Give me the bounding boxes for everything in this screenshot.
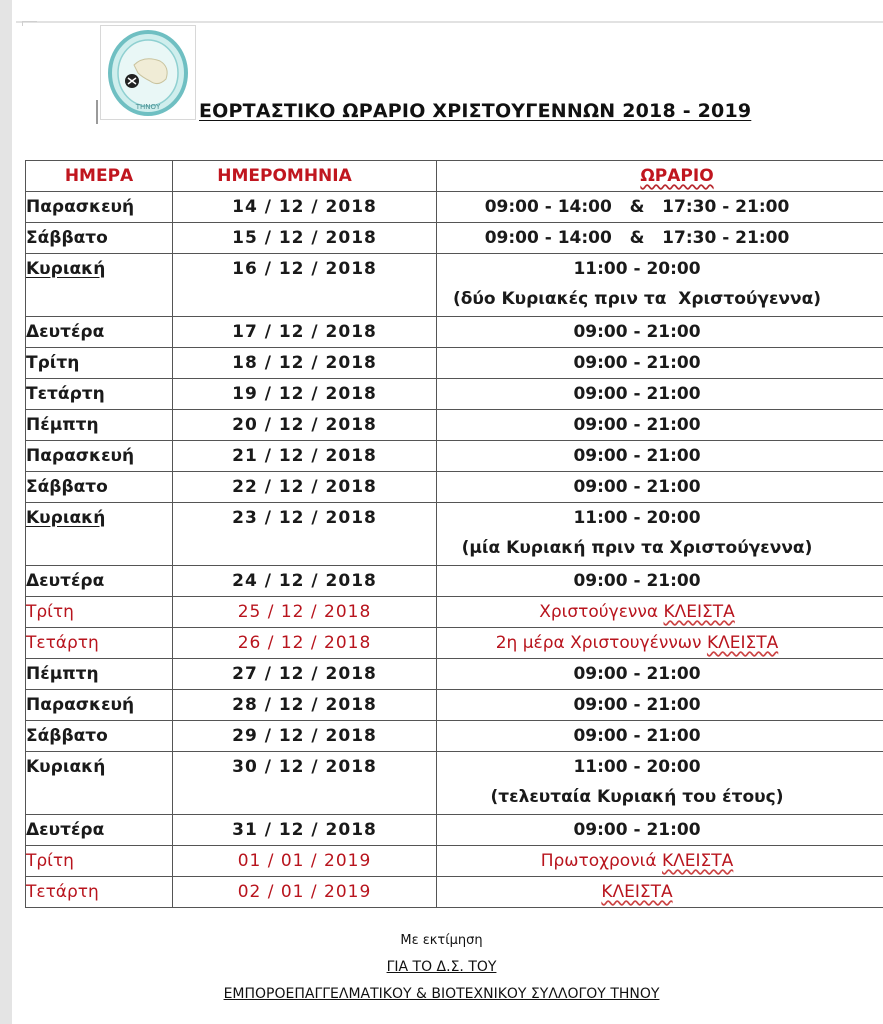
day-label: Τρίτη xyxy=(26,851,74,871)
table-row xyxy=(26,379,883,410)
day-label: Κυριακή xyxy=(26,757,106,777)
header-date: ΗΜΕΡΟΜΗΝΙΑ xyxy=(173,161,437,192)
table-row xyxy=(26,877,883,908)
hours-line: 09:00 - 21:00 xyxy=(573,415,701,435)
date-label: 14 / 12 / 2018 xyxy=(232,197,377,217)
footer-board: ΓΙΑ ΤΟ Δ.Σ. ΤΟΥ xyxy=(386,959,497,975)
cell-date xyxy=(173,846,437,877)
hours-line: 09:00 - 21:00 xyxy=(573,384,701,404)
hours-line xyxy=(437,597,837,627)
date-label: 15 / 12 / 2018 xyxy=(232,228,377,248)
cell-hours xyxy=(437,348,883,379)
closed-label: ΚΛΕΙΣΤΑ xyxy=(662,851,734,871)
table-row xyxy=(26,348,883,379)
cell-hours xyxy=(437,597,883,628)
date-label: 21 / 12 / 2018 xyxy=(232,446,377,466)
hours-line: 09:00 - 14:00 & 17:30 - 21:00 xyxy=(484,228,790,248)
cell-day xyxy=(26,597,173,628)
hours-line: 09:00 - 21:00 xyxy=(573,477,701,497)
date-label: 25 / 12 / 2018 xyxy=(237,602,372,622)
cell-date xyxy=(173,472,437,503)
cell-day xyxy=(26,690,173,721)
cell-hours xyxy=(437,441,883,472)
table-row xyxy=(26,254,883,317)
cell-date xyxy=(173,379,437,410)
hours-line: 09:00 - 21:00 xyxy=(573,695,701,715)
cell-day xyxy=(26,410,173,441)
date-label: 29 / 12 / 2018 xyxy=(232,726,377,746)
date-label: 23 / 12 / 2018 xyxy=(232,508,377,528)
table-row xyxy=(26,566,883,597)
cell-date xyxy=(173,348,437,379)
cell-date xyxy=(173,659,437,690)
cell-day xyxy=(26,441,173,472)
day-label: Τετάρτη xyxy=(26,882,99,902)
footer-greeting: Με εκτίμηση xyxy=(400,933,483,948)
closed-label: ΚΛΕΙΣΤΑ xyxy=(706,633,779,653)
table-row xyxy=(26,503,883,566)
table-row xyxy=(26,659,883,690)
cell-date xyxy=(173,223,437,254)
holiday-schedule-table xyxy=(25,160,883,908)
hours-line: 09:00 - 21:00 xyxy=(573,353,701,373)
day-label: Δευτέρα xyxy=(26,820,105,840)
text-cursor-marker xyxy=(96,100,98,124)
day-label: Πέμπτη xyxy=(26,415,99,435)
day-label: Δευτέρα xyxy=(26,322,105,342)
date-label: 27 / 12 / 2018 xyxy=(232,664,377,684)
hours-line xyxy=(437,846,837,876)
date-label: 28 / 12 / 2018 xyxy=(232,695,377,715)
hours-line xyxy=(437,628,837,658)
association-seal-logo-icon xyxy=(104,29,192,117)
table-row xyxy=(26,192,883,223)
cell-hours xyxy=(437,223,883,254)
cell-hours xyxy=(437,690,883,721)
closure-reason: 2η μέρα Χριστουγέννων xyxy=(495,633,702,653)
day-label: Παρασκευή xyxy=(26,197,135,217)
cell-hours xyxy=(437,254,883,317)
cell-hours xyxy=(437,566,883,597)
day-label: Παρασκευή xyxy=(26,446,135,466)
date-label: 26 / 12 / 2018 xyxy=(237,633,372,653)
cell-date xyxy=(173,503,437,566)
page-corner-mark xyxy=(22,21,37,26)
cell-day xyxy=(26,254,173,317)
hours-line: 09:00 - 21:00 xyxy=(573,571,701,591)
svg-text:ΤΗΝΟΥ: ΤΗΝΟΥ xyxy=(135,102,161,111)
date-label: 16 / 12 / 2018 xyxy=(232,259,377,279)
cell-day xyxy=(26,223,173,254)
table-row xyxy=(26,441,883,472)
table-row xyxy=(26,223,883,254)
day-label: Σάββατο xyxy=(26,228,108,248)
date-label: 31 / 12 / 2018 xyxy=(232,820,377,840)
hours-line: 09:00 - 21:00 xyxy=(573,322,701,342)
hours-note: (δύο Κυριακές πριν τα Χριστούγεννα) xyxy=(452,289,822,309)
cell-day xyxy=(26,379,173,410)
hours-line: 09:00 - 21:00 xyxy=(573,820,701,840)
day-label: Σάββατο xyxy=(26,726,108,746)
cell-hours xyxy=(437,192,883,223)
closure-reason: Πρωτοχρονιά xyxy=(540,851,657,871)
table-row xyxy=(26,690,883,721)
day-label: Σάββατο xyxy=(26,477,108,497)
cell-date xyxy=(173,877,437,908)
table-row xyxy=(26,410,883,441)
closed-label: ΚΛΕΙΣΤΑ xyxy=(601,882,673,902)
cell-date xyxy=(173,566,437,597)
day-label: Τρίτη xyxy=(26,602,74,622)
cell-day xyxy=(26,348,173,379)
date-label: 30 / 12 / 2018 xyxy=(232,757,377,777)
date-label: 01 / 01 / 2019 xyxy=(237,851,372,871)
page-top-edge xyxy=(16,21,883,23)
cell-hours xyxy=(437,752,883,815)
cell-hours xyxy=(437,503,883,566)
hours-line xyxy=(437,877,837,907)
day-label: Τρίτη xyxy=(26,353,80,373)
day-label: Δευτέρα xyxy=(26,571,105,591)
table-row xyxy=(26,472,883,503)
header-hours: ΩΡΑΡΙΟ xyxy=(437,161,883,192)
day-label: Πέμπτη xyxy=(26,664,99,684)
association-logo xyxy=(100,25,196,120)
day-label: Τετάρτη xyxy=(26,633,99,653)
cell-hours xyxy=(437,379,883,410)
cell-hours xyxy=(437,877,883,908)
date-label: 19 / 12 / 2018 xyxy=(232,384,377,404)
cell-day xyxy=(26,815,173,846)
cell-hours xyxy=(437,815,883,846)
cell-hours xyxy=(437,317,883,348)
cell-hours xyxy=(437,410,883,441)
date-label: 22 / 12 / 2018 xyxy=(232,477,377,497)
cell-day xyxy=(26,503,173,566)
date-label: 02 / 01 / 2019 xyxy=(237,882,372,902)
date-label: 17 / 12 / 2018 xyxy=(232,322,377,342)
cell-date xyxy=(173,441,437,472)
table-row xyxy=(26,815,883,846)
hours-line: 09:00 - 21:00 xyxy=(573,726,701,746)
day-label: Κυριακή xyxy=(26,259,106,279)
cell-date xyxy=(173,192,437,223)
cell-day xyxy=(26,192,173,223)
hours-line: 09:00 - 21:00 xyxy=(573,664,701,684)
table-row xyxy=(26,628,883,659)
cell-date xyxy=(173,752,437,815)
cell-day xyxy=(26,752,173,815)
table-row xyxy=(26,317,883,348)
window-left-gutter xyxy=(0,0,12,1024)
cell-date xyxy=(173,628,437,659)
cell-hours xyxy=(437,472,883,503)
date-label: 24 / 12 / 2018 xyxy=(232,571,377,591)
day-label: Κυριακή xyxy=(26,508,106,528)
closed-label: ΚΛΕΙΣΤΑ xyxy=(663,602,735,622)
cell-hours xyxy=(437,721,883,752)
cell-hours xyxy=(437,659,883,690)
table-row xyxy=(26,846,883,877)
cell-day xyxy=(26,659,173,690)
hours-line: 09:00 - 14:00 & 17:30 - 21:00 xyxy=(484,197,790,217)
hours-line: 11:00 - 20:00 xyxy=(573,259,701,279)
date-label: 20 / 12 / 2018 xyxy=(232,415,377,435)
cell-date xyxy=(173,690,437,721)
table-row xyxy=(26,597,883,628)
cell-hours xyxy=(437,628,883,659)
day-label: Τετάρτη xyxy=(26,384,105,404)
hours-line: 11:00 - 20:00 xyxy=(573,508,701,528)
cell-day xyxy=(26,846,173,877)
cell-day xyxy=(26,472,173,503)
footer-association: ΕΜΠΟΡΟΕΠΑΓΓΕΛΜΑΤΙΚΟΥ & ΒΙΟΤΕΧΝΙΚΟΥ ΣΥΛΛΟΓΟΥ ΤΗΝΟΥ xyxy=(223,986,660,1002)
table-header-row xyxy=(26,161,883,192)
document-title: ΕΟΡΤΑΣΤΙΚΟ ΩΡΑΡΙΟ ΧΡΙΣΤΟΥΓΕΝΝΩΝ 2018 - 2019 xyxy=(199,100,752,122)
closure-reason: Χριστούγεννα xyxy=(539,602,659,622)
cell-date xyxy=(173,410,437,441)
cell-hours xyxy=(437,846,883,877)
cell-day xyxy=(26,877,173,908)
cell-day xyxy=(26,721,173,752)
hours-note: (μία Κυριακή πριν τα Χριστούγεννα) xyxy=(461,538,813,558)
table-row xyxy=(26,752,883,815)
date-label: 18 / 12 / 2018 xyxy=(232,353,377,373)
cell-day xyxy=(26,566,173,597)
day-label: Παρασκευή xyxy=(26,695,135,715)
header-day: ΗΜΕΡΑ xyxy=(26,161,173,192)
cell-day xyxy=(26,317,173,348)
table-row xyxy=(26,721,883,752)
hours-note: (τελευταία Κυριακή του έτους) xyxy=(490,787,784,807)
hours-line: 09:00 - 21:00 xyxy=(573,446,701,466)
cell-date xyxy=(173,254,437,317)
hours-line: 11:00 - 20:00 xyxy=(573,757,701,777)
cell-date xyxy=(173,721,437,752)
cell-date xyxy=(173,317,437,348)
cell-date xyxy=(173,815,437,846)
cell-date xyxy=(173,597,437,628)
cell-day xyxy=(26,628,173,659)
